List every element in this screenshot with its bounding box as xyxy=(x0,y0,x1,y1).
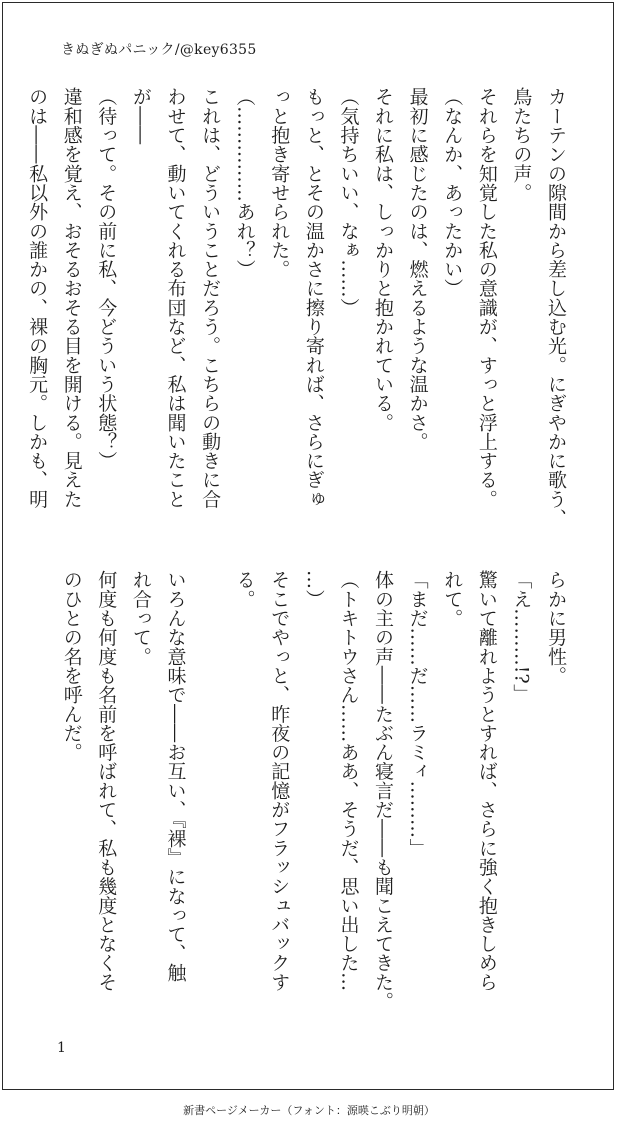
page-frame xyxy=(2,2,614,1090)
text-line: のひとの名を呼んだ。 xyxy=(60,570,83,762)
page-footer: 新書ページメーカー（フォント：源暎こぶり明朝） xyxy=(183,1104,435,1117)
text-block-top xyxy=(26,87,573,528)
text-line: それらを知覚した私の意識が、すっと浮上する。 xyxy=(475,87,498,509)
text-line: これは、どういうことだろう。こちらの動きに合 xyxy=(199,87,222,509)
text-line xyxy=(192,570,227,1010)
text-line: カーテンの隙間から差し込む光。にぎやかに歌う、 xyxy=(545,87,567,528)
text-line: （気持ちいい、なぁ……） xyxy=(337,87,360,317)
text-line: 最初に感じたのは、燃えるような温かさ。 xyxy=(406,87,429,451)
text-line: （……………あれ？） xyxy=(233,87,256,279)
text-block-bottom xyxy=(61,570,573,1010)
text-line: れ合って。 xyxy=(129,570,152,666)
text-line: （待って。その前に私、今どういう状態？） xyxy=(95,87,118,470)
text-line: もっと、とその温かさに擦り寄れば、さらにぎゅ xyxy=(302,87,325,509)
text-line: それに私は、しっかりと抱かれている。 xyxy=(372,87,395,432)
text-line: 鳥たちの声。 xyxy=(510,87,533,202)
text-line: 何度も何度も名前を呼ばれて、私も幾度となくそ xyxy=(95,570,118,992)
text-line: わせて、動いてくれる布団など、私は聞いたこと xyxy=(164,87,187,509)
text-line: 驚いて離れようとすれば、さらに強く抱きしめら xyxy=(475,570,498,992)
text-line: らかに男性。 xyxy=(545,570,567,685)
page-header-title: きぬぎぬパニック/@key6355 xyxy=(61,42,257,58)
text-line: のは――私以外の誰かの、裸の胸元。しかも、明 xyxy=(26,87,49,509)
text-line: 体の主の声――たぶん寝言だ――も聞こえてきた。 xyxy=(372,570,395,1011)
text-line: る。 xyxy=(233,570,256,609)
text-line: いろんな意味で――お互い、『裸』になって、触 xyxy=(164,570,187,982)
text-line: 「え………!?」 xyxy=(510,570,533,704)
text-line: が―― xyxy=(129,87,152,145)
page-number: 1 xyxy=(57,1040,66,1056)
text-line: れて。 xyxy=(441,570,464,628)
text-line: …） xyxy=(302,570,325,609)
text-line: 違和感を覚え、おそるおそる目を開ける。見えた xyxy=(60,87,83,509)
text-line: （トキトウさん……ああ、そうだ、思い出した… xyxy=(337,570,360,992)
text-line: （なんか、あったかい） xyxy=(441,87,464,298)
text-line: っと抱き寄せられた。 xyxy=(268,87,291,279)
text-line: そこでやっと、昨夜の記憶がフラッシュバックす xyxy=(268,570,291,992)
text-line: 「まだ……だ……ラミィ………」 xyxy=(406,570,429,858)
